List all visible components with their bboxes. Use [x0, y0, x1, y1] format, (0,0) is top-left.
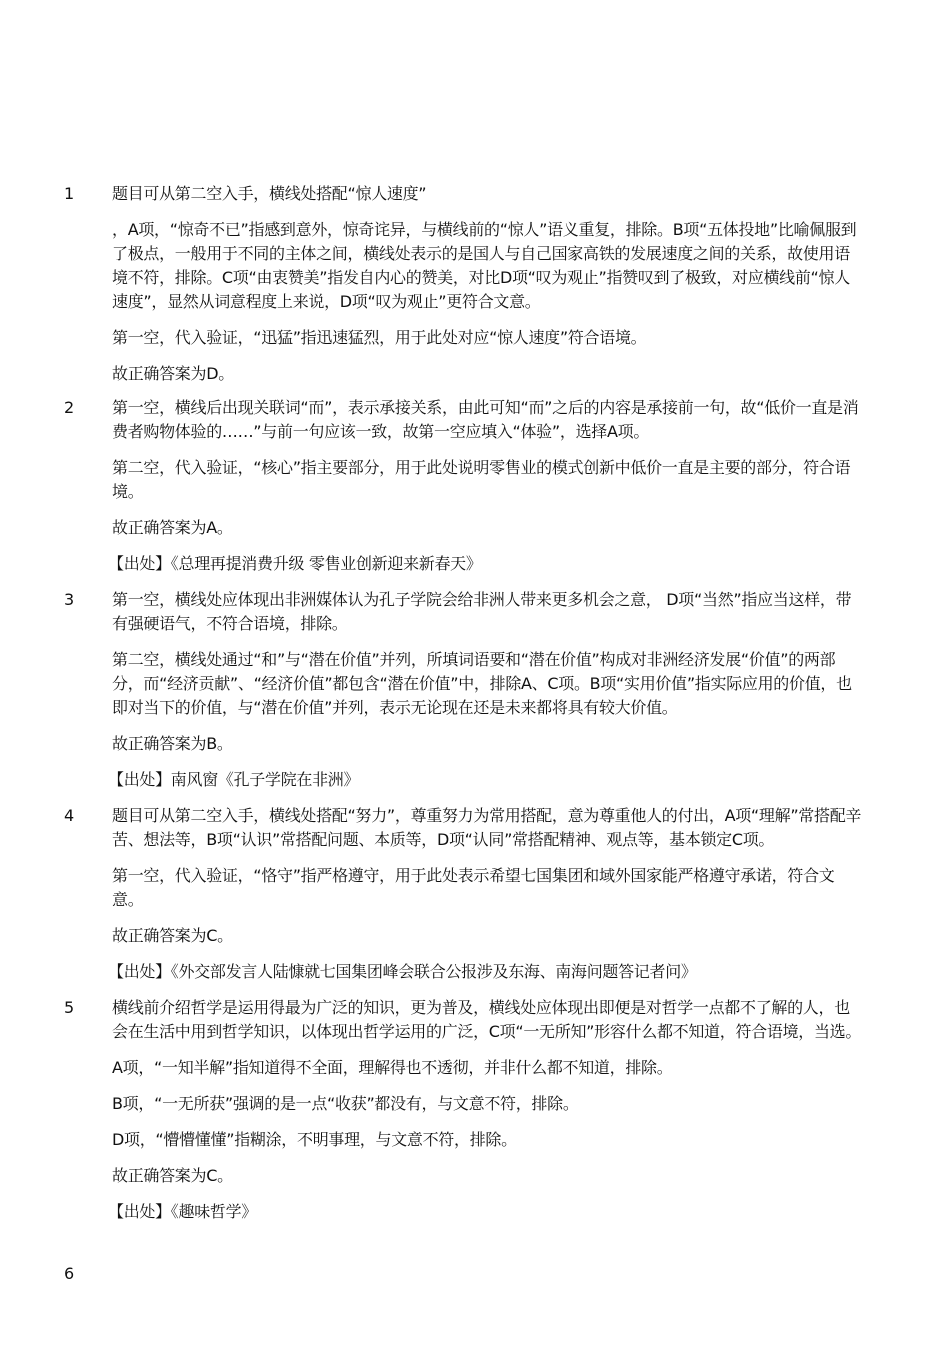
item-number: 2: [64, 398, 75, 417]
answer-line: 故正确答案为D。: [112, 364, 234, 383]
source-citation: 【出处】《外交部发言人陆慷就七国集团峰会联合公报涉及东海、南海问题答记者问》: [108, 962, 697, 981]
source-citation: 【出处】南风窗《孔子学院在非洲》: [108, 770, 360, 789]
answer-item-2: [0, 396, 950, 588]
analysis-paragraph: 题目可从第二空入手，横线处搭配“惊人速度”: [112, 184, 427, 203]
item-number: 4: [64, 806, 75, 825]
analysis-paragraph: 第一空，代入验证，“迅猛”指迅速猛烈，用于此处对应“惊人速度”符合语境。: [112, 328, 647, 347]
answer-line: 故正确答案为B。: [112, 734, 233, 753]
item-number: 3: [64, 590, 75, 609]
analysis-paragraph: 第二空，横线处通过“和”与“潜在价值”并列，所填词语要和“潜在价值”构成对非洲经济发展“价值”的两部分，而“经济贡献”、“经济价值”都包含“潜在价值”中，排除A、C项。B项“实用价值”指实际应用的价值，也即对当下的价值，与“潜在价值”并列，表示无论现在还是未来都将具有较大价值。: [112, 650, 852, 717]
analysis-paragraph: 第一空，横线后出现关联词“而”，表示承接关系，由此可知“而”之后的内容是承接前一句，故“低价一直是消费者购物体验的……”与前一句应该一致，故第一空应填入“体验”，选择A项。: [112, 398, 859, 441]
answer-item-1: [0, 182, 950, 398]
analysis-paragraph: 第一空，代入验证，“恪守”指严格遵守，用于此处表示希望七国集团和域外国家能严格遵守承诺，符合文意。: [112, 866, 835, 909]
source-citation: 【出处】《趣味哲学》: [108, 1202, 258, 1221]
analysis-paragraph: B项，“一无所获”强调的是一点“收获”都没有，与文意不符，排除。: [112, 1094, 579, 1113]
analysis-paragraph: D项，“懵懵懂懂”指糊涂，不明事理，与文意不符，排除。: [112, 1130, 517, 1149]
item-number: 1: [64, 184, 75, 203]
analysis-paragraph: ，A项，“惊奇不已”指感到意外，惊奇诧异，与横线前的“惊人”语义重复，排除。B项“五体投地”比喻佩服到了极点，一般用于不同的主体之间，横线处表示的是国人与自己国家高铁的发展速度之间的关系，故使用语境不符，排除。C项“由衷赞美”指发自内心的赞美，对比D项“叹为观止”指赞叹到了极致，对应横线前“惊人速度”，显然从词意程度上来说，D项“叹为观止”更符合文意。: [112, 220, 857, 311]
analysis-paragraph: A项，“一知半解”指知道得不全面，理解得也不透彻，并非什么都不知道，排除。: [112, 1058, 673, 1077]
item-number: 5: [64, 998, 75, 1017]
analysis-paragraph: 第二空，代入验证，“核心”指主要部分，用于此处说明零售业的模式创新中低价一直是主要的部分，符合语境。: [112, 458, 851, 501]
answer-item-5: [0, 996, 950, 1236]
answer-line: 故正确答案为C。: [112, 926, 233, 945]
analysis-paragraph: 题目可从第二空入手，横线处搭配“努力”，尊重努力为常用搭配，意为尊重他人的付出，A项“理解”常搭配辛苦、想法等，B项“认识”常搭配问题、本质等，D项“认同”常搭配精神、观点等，基本锁定C项。: [112, 806, 862, 849]
answer-line: 故正确答案为A。: [112, 518, 233, 537]
analysis-paragraph: 横线前介绍哲学是运用得最为广泛的知识，更为普及，横线处应体现出即便是对哲学一点都不了解的人，也会在生活中用到哲学知识，以体现出哲学运用的广泛，C项“一无所知”形容什么都不知道，符合语境，当选。: [112, 998, 862, 1041]
answer-item-3: [0, 588, 950, 804]
item-number: 6: [64, 1264, 75, 1283]
analysis-paragraph: 第一空，横线处应体现出非洲媒体认为孔子学院会给非洲人带来更多机会之意， D项“当然”指应当这样，带有强硬语气，不符合语境，排除。: [112, 590, 852, 633]
answer-item-4: [0, 804, 950, 996]
source-citation: 【出处】《总理再提消费升级 零售业创新迎来新春天》: [108, 554, 482, 573]
answer-line: 故正确答案为C。: [112, 1166, 233, 1185]
